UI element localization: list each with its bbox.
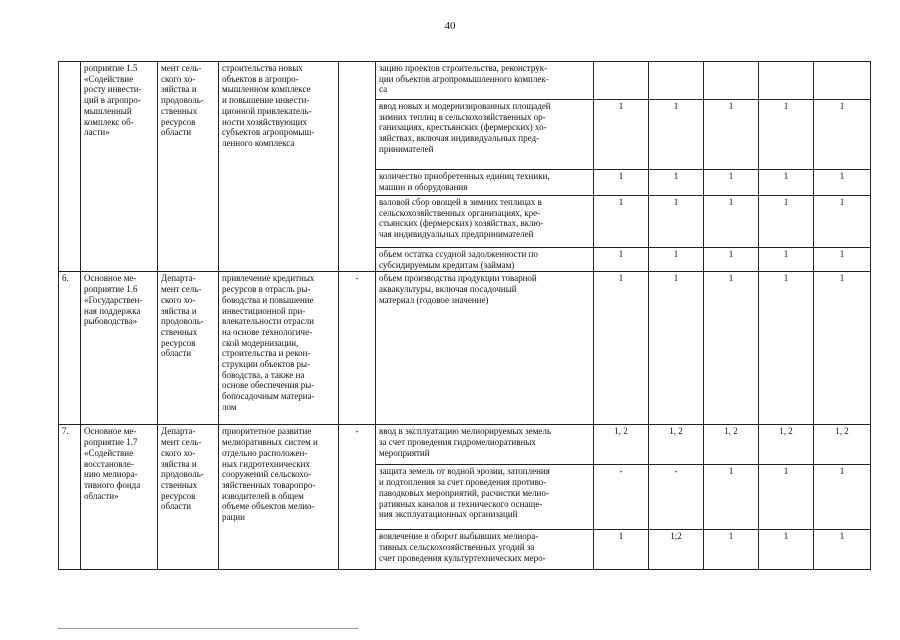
cell-line: продоволь- bbox=[161, 316, 204, 327]
expected-result-cell bbox=[219, 425, 339, 570]
cell-line: инвестиционной при- bbox=[222, 305, 306, 316]
cell-line: Департа- bbox=[161, 426, 196, 437]
cell-line: восстановле- bbox=[84, 458, 134, 469]
indicator-name-cell bbox=[376, 465, 594, 530]
cell-line: зяйства и bbox=[161, 305, 197, 316]
cell-line: объеме объектов мелио- bbox=[222, 501, 315, 512]
dash-cell bbox=[339, 62, 376, 272]
indicator-value-cell: 1 bbox=[704, 530, 759, 570]
cell-line: ративных каналов и технического оснаще- bbox=[379, 498, 543, 509]
cell-line: ской модернизации, bbox=[222, 337, 299, 348]
cell-line: тивного фонда bbox=[84, 479, 141, 490]
indicator-name-cell bbox=[376, 248, 594, 272]
cell-line: влекательности отрасли bbox=[222, 316, 314, 327]
cell-line: ния эксплуатационных организаций bbox=[379, 509, 518, 520]
cell-line: ского хо- bbox=[161, 447, 196, 458]
cell-line: рации bbox=[222, 512, 245, 523]
cell-line: ная поддержка bbox=[84, 305, 141, 316]
cell-line: ственных bbox=[161, 326, 198, 337]
row-number-cell bbox=[59, 62, 81, 272]
cell-line: ввод в эксплуатацию мелиорируемых земель bbox=[379, 426, 552, 437]
executor-cell bbox=[158, 62, 219, 272]
indicator-name-cell bbox=[376, 62, 594, 100]
indicator-value-cell: 1, 2 bbox=[704, 425, 759, 465]
cell-line: объектов в агропро- bbox=[222, 73, 299, 84]
cell-line: мент сель- bbox=[161, 284, 202, 295]
cell-line: чая индивидуальных предпринимателей bbox=[379, 229, 534, 240]
cell-line: «Государствен- bbox=[84, 294, 143, 305]
cell-line: са bbox=[379, 84, 388, 95]
cell-line: ности хозяйствующих bbox=[222, 116, 308, 127]
indicator-value-cell: 1 bbox=[759, 272, 814, 425]
cell-line: ственных bbox=[161, 479, 198, 490]
indicator-value-cell: 1 bbox=[594, 170, 649, 196]
cell-line: ции объектов агропромышленного комплек- bbox=[379, 73, 549, 84]
indicator-value-cell: 1, 2 bbox=[649, 425, 704, 465]
table-row bbox=[59, 62, 871, 100]
cell-line: машин и оборудования bbox=[379, 181, 468, 192]
cell-line: ского хо- bbox=[161, 73, 196, 84]
cell-line: мышленный bbox=[84, 105, 132, 116]
cell-line: изводителей в общем bbox=[222, 490, 304, 501]
cell-line: зяйства и bbox=[161, 84, 197, 95]
cell-line: бопосадочным материа- bbox=[222, 391, 315, 402]
cell-line: рыбоводства» bbox=[84, 316, 138, 327]
event-name-cell bbox=[81, 272, 158, 425]
cell-line: зяйствах, включая индивидуальных пред- bbox=[379, 133, 540, 144]
indicator-value-cell: 1;2 bbox=[649, 530, 704, 570]
executor-cell bbox=[158, 272, 219, 425]
cell-line: объем производства продукции товарной bbox=[379, 273, 537, 284]
indicator-value-cell: 1 bbox=[759, 465, 814, 530]
cell-line: строительства и рекон- bbox=[222, 348, 311, 359]
indicator-value-cell: 1 bbox=[814, 100, 871, 170]
cell-line: счет проведения культуртехнических меро- bbox=[379, 552, 546, 563]
indicator-value-cell: 1 bbox=[704, 196, 759, 248]
cell-line: сооружений сельскохо- bbox=[222, 469, 312, 480]
indicator-name-cell bbox=[376, 425, 594, 465]
indicator-value-cell: 1 bbox=[759, 170, 814, 196]
indicator-value-cell: 1 bbox=[814, 170, 871, 196]
indicator-value-cell: 1 bbox=[649, 248, 704, 272]
cell-line: ласти» bbox=[84, 127, 110, 138]
cell-line: вовлечение в оборот выбывших мелиора- bbox=[379, 531, 539, 542]
cell-line: аквакультуры, включая посадочный bbox=[379, 284, 517, 295]
cell-line: мышленном комплексе bbox=[222, 84, 311, 95]
cell-line: принимателей bbox=[379, 143, 434, 154]
indicator-value-cell: 1 bbox=[704, 465, 759, 530]
indicator-value-cell: 1, 2 bbox=[594, 425, 649, 465]
cell-line: лом bbox=[222, 401, 237, 412]
indicator-value-cell: 1 bbox=[594, 100, 649, 170]
indicator-name-cell bbox=[376, 100, 594, 170]
cell-line: роприятие 1.7 bbox=[84, 437, 138, 448]
indicator-value-cell: 1 bbox=[649, 196, 704, 248]
cell-line: субъектов агропромыш- bbox=[222, 127, 315, 138]
event-name-cell bbox=[81, 425, 158, 570]
cell-line: отдельно расположен- bbox=[222, 447, 308, 458]
cell-line: ных гидротехнических bbox=[222, 458, 310, 469]
cell-line: субсидируемым кредитам (займам) bbox=[379, 259, 515, 270]
indicator-value-cell: 1, 2 bbox=[759, 425, 814, 465]
cell-line: материал (годовое значение) bbox=[379, 294, 489, 305]
indicator-value-cell bbox=[594, 62, 649, 100]
cell-line: мероприятий bbox=[379, 447, 430, 458]
indicator-value-cell: 1 bbox=[814, 248, 871, 272]
indicator-value-cell: 1 bbox=[649, 100, 704, 170]
table-row bbox=[59, 425, 871, 465]
cell-line: росту инвести- bbox=[84, 84, 142, 95]
cell-line: мент сель- bbox=[161, 63, 202, 73]
indicator-value-cell: 1 bbox=[759, 196, 814, 248]
cell-line: области bbox=[161, 127, 192, 138]
cell-line: ций в агропро- bbox=[84, 95, 141, 106]
program-table bbox=[58, 61, 871, 570]
indicator-value-cell: 1 bbox=[649, 272, 704, 425]
cell-line: нию мелиора- bbox=[84, 469, 138, 480]
indicator-value-cell: 1 bbox=[814, 465, 871, 530]
cell-line: объем остатка ссудной задолженности по bbox=[379, 249, 538, 259]
cell-line: Основное ме- bbox=[84, 426, 137, 437]
cell-line: и подтопления за счет проведения противо- bbox=[379, 477, 547, 488]
cell-line: Департа- bbox=[161, 273, 196, 284]
cell-line: ционной привлекатель- bbox=[222, 105, 312, 116]
row-number-cell: 7. bbox=[59, 425, 81, 570]
cell-line: ресурсов в отрасль ры- bbox=[222, 284, 311, 295]
cell-line: защита земель от водной эрозии, затопления bbox=[379, 466, 550, 477]
indicator-value-cell: 1 bbox=[704, 170, 759, 196]
indicator-value-cell bbox=[704, 62, 759, 100]
expected-result-cell bbox=[219, 62, 339, 272]
indicator-value-cell: 1 bbox=[594, 196, 649, 248]
cell-line: строительства новых bbox=[222, 63, 303, 73]
dash-cell: - bbox=[339, 272, 376, 425]
cell-line: зяйства и bbox=[161, 458, 197, 469]
indicator-value-cell: 1 bbox=[649, 170, 704, 196]
cell-line: количество приобретенных единиц техники, bbox=[379, 171, 550, 181]
indicator-value-cell bbox=[814, 62, 871, 100]
cell-line: за счет проведения гидромелиоративных bbox=[379, 437, 536, 448]
indicator-name-cell bbox=[376, 170, 594, 196]
row-number-cell: 6. bbox=[59, 272, 81, 425]
indicator-value-cell bbox=[759, 62, 814, 100]
indicator-value-cell: 1, 2 bbox=[814, 425, 871, 465]
cell-line: области bbox=[161, 501, 192, 512]
indicator-value-cell: 1 bbox=[814, 530, 871, 570]
indicator-value-cell: 1 bbox=[594, 272, 649, 425]
cell-line: паводковых мероприятий, расчистки мелио- bbox=[379, 487, 549, 498]
indicator-value-cell: 1 bbox=[759, 100, 814, 170]
cell-line: Основное ме- bbox=[84, 273, 137, 284]
indicator-value-cell: 1 bbox=[594, 248, 649, 272]
cell-line: ввод новых и модернизированных площадей bbox=[379, 101, 551, 111]
cell-line: привлечение кредитных bbox=[222, 273, 315, 284]
indicator-value-cell: 1 bbox=[704, 272, 759, 425]
cell-line: ганизациях, крестьянских (фермерских) хо- bbox=[379, 122, 547, 133]
cell-line: ресурсов bbox=[161, 116, 196, 127]
cell-line: валовой сбор овощей в зимних теплицах в bbox=[379, 197, 542, 207]
cell-line: мелиоративных систем и bbox=[222, 437, 318, 448]
cell-line: боводства и повышение bbox=[222, 294, 314, 305]
expected-result-cell bbox=[219, 272, 339, 425]
indicator-value-cell bbox=[649, 62, 704, 100]
cell-line: зимних теплиц в сельскохозяйственных ор- bbox=[379, 111, 546, 122]
indicator-value-cell: 1 bbox=[704, 248, 759, 272]
cell-line: зяйственных товаропро- bbox=[222, 479, 316, 490]
cell-line: и повышение инвести- bbox=[222, 95, 310, 106]
cell-line: зацию проектов строительства, реконструк- bbox=[379, 63, 548, 73]
executor-cell bbox=[158, 425, 219, 570]
cell-line: на основе технологиче- bbox=[222, 326, 313, 337]
page-number: 40 bbox=[444, 20, 456, 32]
cell-line: ресурсов bbox=[161, 490, 196, 501]
cell-line: области bbox=[161, 348, 192, 359]
indicator-value-cell: 1 bbox=[759, 530, 814, 570]
indicator-value-cell: 1 bbox=[759, 248, 814, 272]
cell-line: «Содействие bbox=[84, 73, 134, 84]
cell-line: роприятие 1.5 bbox=[84, 63, 138, 73]
indicator-value-cell: - bbox=[649, 465, 704, 530]
event-name-cell bbox=[81, 62, 158, 272]
indicator-value-cell: 1 bbox=[814, 272, 871, 425]
cell-line: роприятие 1.6 bbox=[84, 284, 138, 295]
cell-line: ственных bbox=[161, 105, 198, 116]
indicator-value-cell: - bbox=[594, 465, 649, 530]
cell-line: ленного комплекса bbox=[222, 137, 295, 148]
dash-cell: - bbox=[339, 425, 376, 570]
cell-line: боводства, а также на bbox=[222, 369, 305, 380]
cell-line: струкции объектов ры- bbox=[222, 359, 311, 370]
cell-line: стьянских (фермерских) хозяйствах, вклю- bbox=[379, 218, 544, 229]
cell-line: продоволь- bbox=[161, 469, 204, 480]
indicator-value-cell: 1 bbox=[704, 100, 759, 170]
indicator-value-cell: 1 bbox=[814, 196, 871, 248]
cell-line: продоволь- bbox=[161, 95, 204, 106]
indicator-value-cell: 1 bbox=[594, 530, 649, 570]
cell-line: сельскохозяйственных организациях, кре- bbox=[379, 207, 541, 218]
cell-line: приоритетное развитие bbox=[222, 426, 312, 437]
bottom-rule bbox=[58, 628, 358, 629]
cell-line: области» bbox=[84, 490, 119, 501]
cell-line: основе обеспечения ры- bbox=[222, 380, 315, 391]
indicator-name-cell bbox=[376, 196, 594, 248]
cell-line: ресурсов bbox=[161, 337, 196, 348]
table-row bbox=[59, 272, 871, 425]
indicator-name-cell bbox=[376, 272, 594, 425]
cell-line: мент сель- bbox=[161, 437, 202, 448]
cell-line: комплекс об- bbox=[84, 116, 134, 127]
cell-line: «Содействие bbox=[84, 447, 134, 458]
indicator-name-cell bbox=[376, 530, 594, 570]
cell-line: тивных сельскохозяйственных угодий за bbox=[379, 542, 535, 553]
cell-line: ского хо- bbox=[161, 294, 196, 305]
